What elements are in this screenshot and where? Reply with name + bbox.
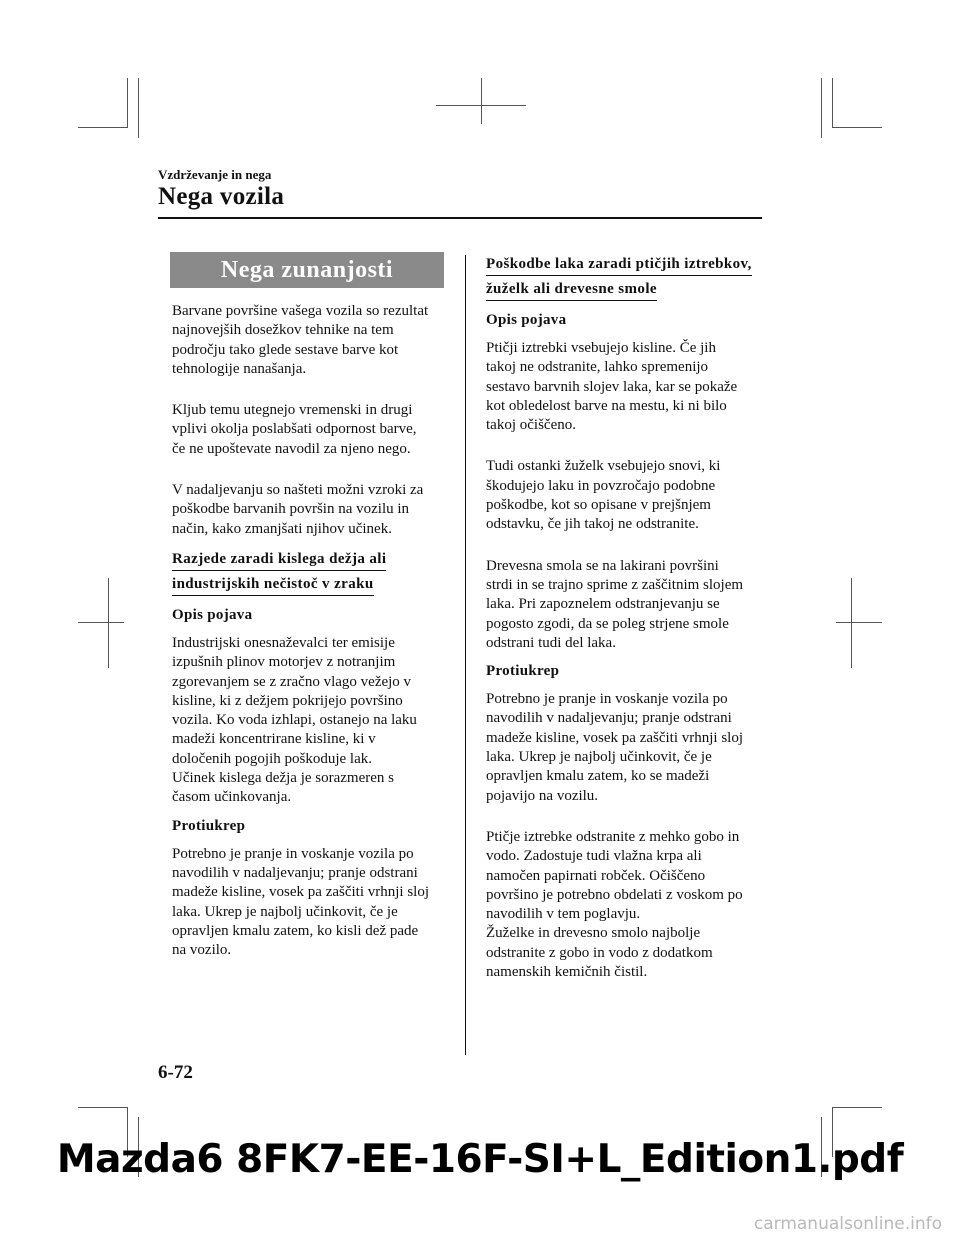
crop-mark <box>78 127 128 128</box>
opis-paragraph: Drevesna smola se na lakirani površini strdi in se trajno sprime z zaščitnim slojem laka. Pri zapoznelem odstranjevanju se pogosto zgodi, da se poleg strjene smole odstrani tudi del laka. <box>486 557 744 651</box>
watermark: carmanualsonline.info <box>753 1214 942 1234</box>
heading-line: žuželk ali drevesne smole <box>486 278 657 301</box>
page-title: Nega vozila <box>158 183 285 210</box>
crop-mark <box>108 578 109 668</box>
crop-mark <box>836 622 882 623</box>
crop-mark <box>138 78 139 138</box>
crop-mark <box>851 578 852 668</box>
column-divider <box>465 255 466 1055</box>
intro-paragraph: Kljub temu utegnejo vremenski in drugi vplivi okolja poslabšati odpornost barve, če ne upoštevate navodil za njeno nego. <box>172 402 417 457</box>
page-number: 6-72 <box>158 1062 193 1083</box>
crop-mark <box>832 1107 882 1108</box>
crop-mark <box>832 78 833 128</box>
crop-mark <box>481 78 482 124</box>
heading-line: Poškodbe laka zaradi ptičjih iztrebkov, <box>486 253 752 276</box>
section-banner: Nega zunanjosti <box>170 252 444 288</box>
protiukrep-text: Potrebno je pranje in voskanje vozila po navodilih v nadaljevanju; pranje odstrani madeže kisline, vosek pa zaščiti vrhnji sloj laka. Ukrep je najbolj učinkovit, če je opravljen kmalu zatem, ko kisli dež pade na vozilo. <box>172 845 430 959</box>
opis-text: Industrijski onesnaževalci ter emisije izpušnih plinov motorjev z notranjim zgorevanjem se z zračno vlago vežejo v kisline, ki z dežjem pokrijejo površino vozila. Ko voda izhlapi, ostanejo na laku madeži koncentrirane kisline, ki v določenih pogojih poškoduje lak. Učinek kislega dežja je sorazmeren s časom učinkovanja. <box>172 634 417 806</box>
header-rule <box>158 217 762 219</box>
crop-mark <box>78 1107 128 1108</box>
section-kicker: Vzdrževanje in nega <box>158 167 272 182</box>
intro-paragraph: Barvane površine vašega vozila so rezultat najnovejših dosežkov tehnike na tem področju tako glede sestave barve kot tehnologije nanašanja. <box>172 303 429 377</box>
crop-mark <box>832 127 882 128</box>
crop-mark <box>78 622 124 623</box>
opis-paragraph: Tudi ostanki žuželk vsebujejo snovi, ki škodujejo laku in povzročajo podobne poškodbe, kot so opisane v prejšnjem odstavku, če jih takoj ne odstranite. <box>486 458 721 533</box>
protiukrep-label: Protiukrep <box>486 663 560 680</box>
protiukrep-label: Protiukrep <box>172 817 246 834</box>
opis-paragraph: Ptičji iztrebki vsebujejo kisline. Če jih takoj ne odstranite, lahko spremenijo sestavo barvnih slojev laka, kar se pokaže kot obledelost barve na mestu, ki ni bilo takoj očiščeno. <box>486 340 738 434</box>
heading-line: Razjede zaradi kislega dežja ali <box>172 548 386 571</box>
crop-mark <box>821 78 822 138</box>
opis-label: Opis pojava <box>172 606 253 623</box>
crop-mark <box>127 78 128 128</box>
protiukrep-paragraph: Potrebno je pranje in voskanje vozila po navodilih v nadaljevanju; pranje odstrani madeže kisline, vosek pa zaščiti vrhnji sloj laka. Ukrep je najbolj učinkovit, če je opravljen kmalu zatem, ko se madeži pojavijo na vozilu. <box>486 691 744 804</box>
opis-label: Opis pojava <box>486 312 567 328</box>
right-column <box>486 253 770 982</box>
intro-paragraph: V nadaljevanju so našteti možni vzroki za poškodbe barvanih površin na vozilu in način, kako zmanjšati njihov učinek. <box>172 482 424 537</box>
acid-rain-heading <box>172 548 456 596</box>
left-column <box>172 252 456 960</box>
bird-droppings-heading <box>486 253 770 301</box>
protiukrep-paragraph: Ptičje iztrebke odstranite z mehko gobo in vodo. Zadostuje tudi vlažna krpa ali namočen papirnati robček. Očiščeno površino je potrebno obdelati z voskom po navodilih v tem poglavju. Žuželke in drevesno smolo najbolje odstranite z gobo in vodo z dodatkom namenskih kemičnih čistil. <box>486 828 743 981</box>
heading-line: industrijskih nečistoč v zraku <box>172 573 374 596</box>
footer-file-name: Mazda6 8FK7-EE-16F-SI+L_Edition1.pdf <box>56 1137 904 1182</box>
